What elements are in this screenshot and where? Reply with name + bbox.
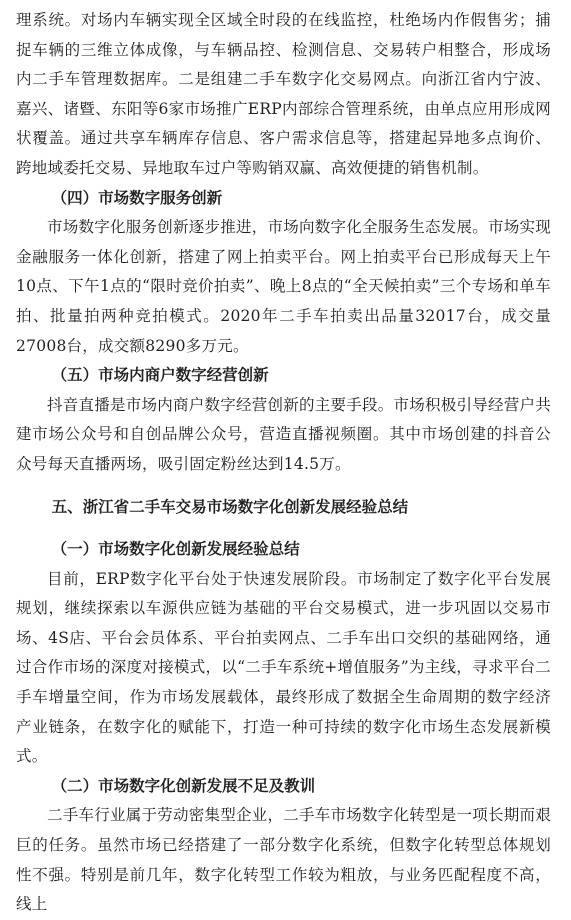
heading-experience-summary: （一）市场数字化创新发展经验总结 — [51, 540, 300, 559]
heading-shortcomings: （二）市场数字化创新发展不足及教训 — [51, 776, 316, 795]
paragraph-experience-summary: 目前，ERP数字化平台处于快速发展阶段。市场制定了数字化平台发展规划，继续探索以车源供应链为基础的平台交易模式，进一步巩固以交易市场、4S店、平台会员体系、平台拍卖网点、二手车出口交织的基础网络，通过合作市场的深度对接模式，以“二手车系统+增值服务”为主线，寻求平台二手车增量空间，作为市场发展载体，最终形成了数据全生命周期的数字经济产业链条，在数字化的赋能下，打造一种可持续的数字化市场生态发展新模式。 — [16, 569, 551, 766]
paragraph-merchant-digital: 抖音直播是市场内商户数字经营创新的主要手段。市场积极引导经营户共建市场公众号和自创品牌公众号，营造直播视频圈。其中市场创建的抖音公众号每天直播两场，吸引固定粉丝达到14.5万。 — [16, 395, 552, 473]
heading-merchant-digital: （五）市场内商户数字经营创新 — [51, 366, 269, 385]
paragraph-system-network: 理系统。对场内车辆实现全区域全时段的在线监控，杜绝场内作假售劣；捕捉车辆的三维立体成像，与车辆品控、检测信息、交易转户相整合，形成场内二手车管理数据库。二是组建二手车数字化交易网点。向浙江省内宁波、嘉兴、诸暨、东阳等6家市场推广ERP内部综合管理系统，由单点应用形成网状覆盖。通过共享车辆库存信息、客户需求信息等，搭建起异地多点询价、跨地域委托交易、异地取车过户等购销双赢、高效便捷的销售机制。 — [16, 11, 551, 177]
section-title-5: 五、浙江省二手车交易市场数字化创新发展经验总结 — [51, 497, 409, 516]
heading-digital-service: （四）市场数字服务创新 — [51, 188, 223, 207]
paragraph-digital-service: 市场数字化服务创新逐步推进，市场向数字化全服务生态发展。市场实现金融服务一体化创新，搭建了网上拍卖平台。网上拍卖平台已形成每天上午10点、下午1点的“限时竞价拍卖”、晚上8点的“全天候拍卖”三个专场和单车拍、批量拍两种竞拍模式。2020年二手车拍卖出品量32017台，成交量27008台，成交额8290多万元。 — [16, 218, 552, 355]
paragraph-shortcomings: 二手车行业属于劳动密集型企业，二手车市场数字化转型是一项长期而艰巨的任务。虽然市场已经搭建了一部分数字化系统，但数字化转型总体规划性不强。特别是前几年，数字化转型工作较为粗放，与业务匹配程度不高，线上 — [16, 806, 552, 914]
